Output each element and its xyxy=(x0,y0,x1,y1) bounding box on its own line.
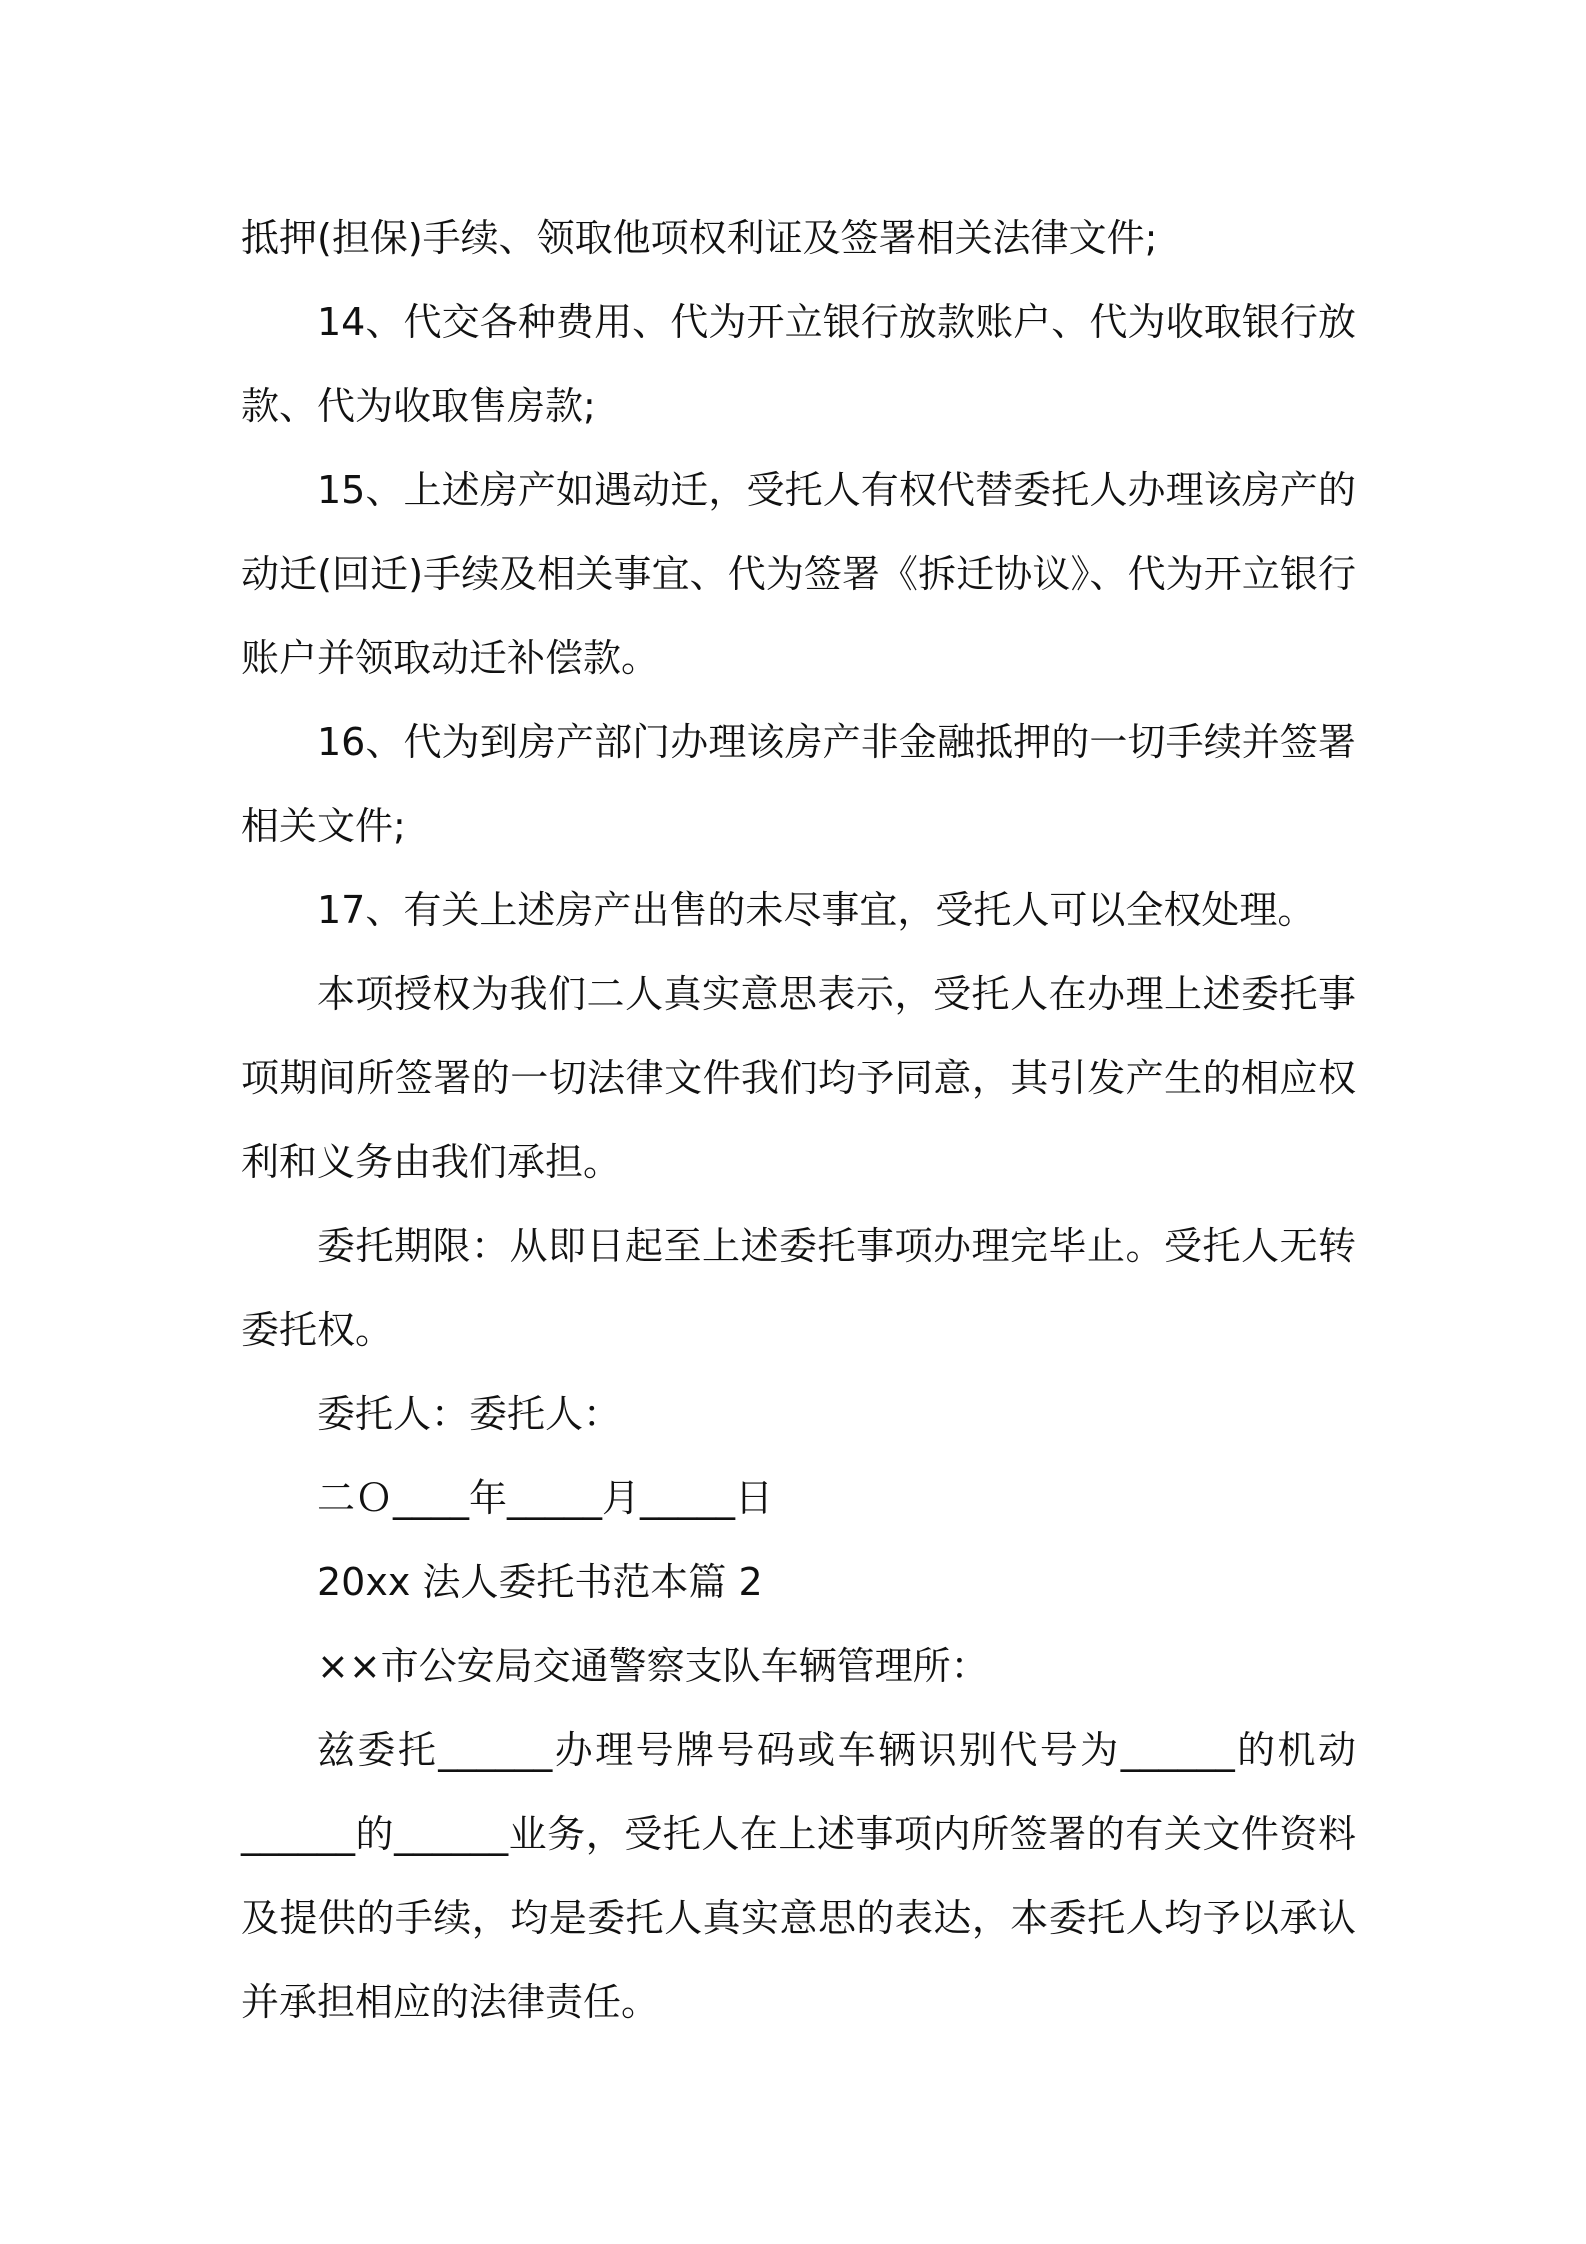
document-body xyxy=(241,196,1356,2044)
date-line: 二Ｏ____年_____月_____日 xyxy=(317,1476,774,1520)
paragraph-item-16: 16、代为到房产部门办理该房产非金融抵押的一切手续并签署相关文件; xyxy=(241,720,1356,848)
paragraph-continuation: 抵押(担保)手续、领取他项权利证及签署相关法律文件; xyxy=(241,216,1158,260)
addressee-line: ××市公安局交通警察支队车辆管理所： xyxy=(317,1644,989,1688)
paragraph-entrustment: 兹委托______办理号牌号码或车辆识别代号为______的机动______的______业务，受托人在上述事项内所签署的有关文件资料及提供的手续，均是委托人真实意思的表达，本委托人均予以承认并承担相应的法律责任。 xyxy=(241,1728,1356,2024)
paragraph-authorization: 本项授权为我们二人真实意思表示，受托人在办理上述委托事项期间所签署的一切法律文件我们均予同意，其引发产生的相应权利和义务由我们承担。 xyxy=(241,972,1356,1184)
paragraph-item-15: 15、上述房产如遇动迁，受托人有权代替委托人办理该房产的动迁(回迁)手续及相关事宜、代为签署《拆迁协议》、代为开立银行账户并领取动迁补偿款。 xyxy=(241,468,1356,680)
paragraph-item-14: 14、代交各种费用、代为开立银行放款账户、代为收取银行放款、代为收取售房款; xyxy=(241,300,1356,428)
paragraph-item-17: 17、有关上述房产出售的未尽事宜，受托人可以全权处理。 xyxy=(317,888,1316,932)
section-heading: 20xx 法人委托书范本篇 2 xyxy=(317,1560,763,1604)
paragraph-term: 委托期限：从即日起至上述委托事项办理完毕止。受托人无转委托权。 xyxy=(241,1224,1356,1352)
signature-line: 委托人：委托人： xyxy=(317,1392,622,1436)
